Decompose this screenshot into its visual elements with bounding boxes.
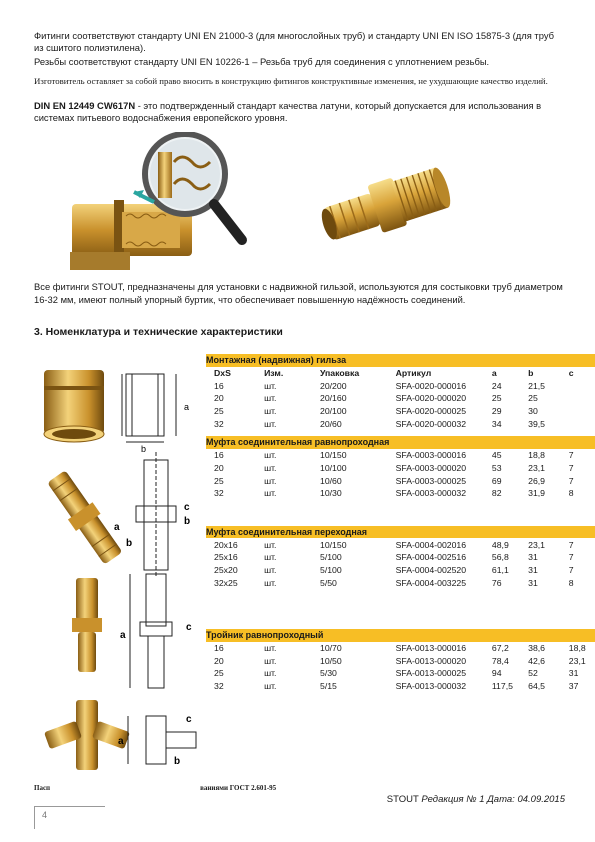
- table-cell: 20: [214, 393, 224, 404]
- col-dxs: DxS: [214, 368, 231, 379]
- table-cell: 76: [491, 577, 502, 588]
- coupling-rows: [206, 449, 595, 500]
- table-cell: 7: [568, 552, 574, 563]
- dim-b-coupling: b: [184, 516, 191, 527]
- table-cell: SFA-0013-000032: [395, 681, 467, 692]
- table-row: [206, 379, 595, 392]
- table-cell: 5/30: [319, 668, 337, 679]
- sleeve-drawing: [122, 374, 164, 442]
- table-cell: шт.: [264, 668, 277, 679]
- table-cell: 31: [528, 577, 538, 588]
- section-header-reducing: Муфта соединительная переходная: [206, 526, 595, 539]
- standards-text: Фитинги соответствуют стандарту UNI EN 21000-3 (для многослойных труб) и стандарту UNI EN ISO 15875-3 (для труб из сшитого полиэтилена).: [34, 30, 554, 54]
- table-cell: 23,1: [568, 655, 586, 666]
- table-cell: 52: [528, 668, 538, 679]
- table-cell: 42,6: [528, 655, 546, 666]
- table-cell: 64,5: [528, 681, 546, 692]
- table-cell: 16: [214, 450, 224, 461]
- table-row: [206, 538, 595, 551]
- table-cell: 20: [214, 462, 224, 473]
- table-row: [206, 462, 595, 475]
- page-number: 4: [42, 810, 48, 820]
- table-cell: 67,2: [491, 643, 509, 654]
- tee-photo: [44, 700, 130, 770]
- table-cell: SFA-0004-002016: [395, 539, 467, 550]
- table-row: [206, 551, 595, 564]
- table-cell: 69: [491, 475, 502, 486]
- dim-c-reducer: c: [186, 622, 192, 633]
- table-row: [206, 449, 595, 462]
- table-cell: 24: [491, 380, 502, 391]
- table-cell: 32: [214, 488, 224, 499]
- table-row: [206, 487, 595, 500]
- footer-edition-text: Редакция № 1 Дата: 04.09.2015: [418, 794, 565, 805]
- table-cell: 82: [491, 488, 502, 499]
- table-row: [206, 392, 595, 405]
- table-cell: 31,9: [528, 488, 546, 499]
- table-cell: 8: [568, 577, 574, 588]
- table-cell: 31: [568, 668, 579, 679]
- table-cell: SFA-0003-000032: [395, 488, 467, 499]
- thread-standard-text: Резьбы соответствуют стандарту UNI EN 10226-1 – Резьба труб для соединения с уплотнением резьбы.: [34, 56, 490, 67]
- dim-a-reducer: a: [120, 630, 126, 641]
- sleeve-photo: [44, 370, 104, 434]
- table-cell: шт.: [264, 450, 277, 461]
- table-cell: 53: [491, 462, 502, 473]
- table-cell: 48,9: [491, 539, 509, 550]
- table-cell: 25: [528, 393, 538, 404]
- table-cell: шт.: [264, 418, 277, 429]
- table-cell: SFA-0020-000020: [395, 393, 467, 404]
- table-cell: 94: [491, 668, 502, 679]
- table-cell: 39,5: [528, 418, 546, 429]
- table-row: [206, 667, 595, 680]
- section-header-sleeve: Монтажная (надвижная) гильза: [206, 354, 595, 367]
- table-cell: 18,8: [568, 643, 586, 654]
- table-cell: 32: [214, 681, 224, 692]
- table-cell: 16: [214, 380, 224, 391]
- table-cell: 18,8: [528, 450, 546, 461]
- table-cell: 7: [568, 450, 574, 461]
- table-cell: [563, 417, 595, 430]
- col-a: a: [491, 368, 497, 379]
- table-cell: SFA-0003-000025: [395, 475, 467, 486]
- table-cell: 117,5: [491, 681, 513, 692]
- coupling-drawing: [136, 452, 176, 578]
- din-standard-description: - это подтвержденный стандарт качества латуни, который допускается для использования в системах питьевого водоснабжения европейского уровня.: [34, 100, 542, 124]
- table-row: [206, 474, 595, 487]
- table-cell: SFA-0004-003225: [395, 577, 467, 588]
- section-title: 3. Номенклатура и технические характеристики: [34, 326, 283, 338]
- dim-b-coupling-2: b: [126, 538, 133, 549]
- table-cell: 20/200: [319, 380, 347, 391]
- table-cell: 25: [214, 406, 224, 417]
- table-cell: 10/30: [319, 488, 342, 499]
- table-cell: SFA-0013-000016: [395, 643, 467, 654]
- table-cell: 25x16: [214, 552, 238, 563]
- table-row: [206, 642, 595, 655]
- table-cell: 5/100: [319, 564, 342, 575]
- footer-left-end: ваниями ГОСТ 2.601-95: [200, 784, 277, 792]
- table-cell: шт.: [264, 475, 277, 486]
- table-cell: 21,5: [528, 380, 546, 391]
- table-cell: SFA-0003-000016: [395, 450, 467, 461]
- table-cell: 5/15: [319, 681, 337, 692]
- reducing-coupling-photo: [72, 578, 102, 672]
- fittings-description: Все фитинги STOUT, предназначены для установки с надвижной гильзой, используются для состыковки труб диаметром 16-32 мм, имеют полный упорный буртик, что обеспечивает повышенную надёжность соединений.: [34, 281, 563, 306]
- table-cell: 78,4: [491, 655, 509, 666]
- sleeve-rows: [206, 379, 595, 430]
- footer-left-start: Пасп: [34, 784, 51, 792]
- table-cell: 20/160: [319, 393, 347, 404]
- col-article: Артикул: [395, 368, 432, 379]
- table-row: [206, 417, 595, 430]
- table-cell: 31: [528, 564, 538, 575]
- dim-a-coupling: a: [114, 522, 120, 533]
- table-cell: 29: [491, 406, 502, 417]
- table-cell: [563, 379, 595, 392]
- table-cell: 20: [214, 655, 224, 666]
- table-cell: 32x25: [214, 577, 238, 588]
- table-row: [206, 564, 595, 577]
- table-cell: шт.: [264, 655, 277, 666]
- dim-c-coupling: c: [184, 502, 190, 513]
- table-cell: шт.: [264, 462, 277, 473]
- din-standard-label: DIN EN 12449 CW617N: [34, 100, 136, 111]
- table-cell: шт.: [264, 393, 277, 404]
- table-cell: шт.: [264, 488, 277, 499]
- section-header-coupling: Муфта соединительная равнопроходная: [206, 436, 595, 449]
- table-cell: 38,6: [528, 643, 546, 654]
- table-cell: SFA-0004-002520: [395, 564, 467, 575]
- table-cell: 45: [491, 450, 502, 461]
- col-unit: Изм.: [264, 368, 284, 379]
- dim-b-tee: b: [174, 756, 181, 767]
- table-cell: [563, 392, 595, 405]
- table-cell: 34: [491, 418, 502, 429]
- table-cell: 5/50: [319, 577, 337, 588]
- table-cell: шт.: [264, 643, 277, 654]
- reducing-rows: [206, 538, 595, 589]
- table-cell: SFA-0003-000020: [395, 462, 467, 473]
- table-cell: шт.: [264, 380, 277, 391]
- col-pack: Упаковка: [319, 368, 360, 379]
- table-cell: 23,1: [528, 539, 546, 550]
- table-cell: шт.: [264, 577, 277, 588]
- table-cell: шт.: [264, 406, 277, 417]
- dim-a-sleeve: a: [184, 402, 190, 412]
- table-cell: 32: [214, 418, 224, 429]
- table-cell: 10/150: [319, 539, 347, 550]
- table-cell: 10/70: [319, 643, 342, 654]
- table-cell: шт.: [264, 681, 277, 692]
- table-cell: 37: [568, 681, 579, 692]
- table-cell: шт.: [264, 552, 277, 563]
- table-cell: 25: [214, 475, 224, 486]
- table-cell: 61,1: [491, 564, 509, 575]
- table-cell: 30: [528, 406, 538, 417]
- col-b: b: [528, 368, 534, 379]
- reducing-coupling-drawing: [130, 574, 172, 688]
- table-cell: 10/100: [319, 462, 347, 473]
- col-c: c: [568, 368, 574, 379]
- table-cell: 23,1: [528, 462, 546, 473]
- coupling-photo: [44, 468, 126, 567]
- table-cell: 16: [214, 643, 224, 654]
- table-cell: 25: [491, 393, 502, 404]
- table-cell: 25: [214, 668, 224, 679]
- table-cell: 25x20: [214, 564, 238, 575]
- table-cell: шт.: [264, 539, 277, 550]
- table-cell: SFA-0020-000025: [395, 406, 467, 417]
- table-row: [206, 680, 595, 693]
- footer-brand: STOUT: [386, 794, 419, 805]
- dim-a-tee: a: [118, 736, 124, 747]
- table-cell: 7: [568, 475, 574, 486]
- table-row: [206, 576, 595, 589]
- table-cell: 31: [528, 552, 538, 563]
- table-cell: 7: [568, 564, 574, 575]
- table-cell: 7: [568, 539, 574, 550]
- manufacturer-note: Изготовитель оставляет за собой право вносить в конструкцию фитингов конструктивные изменения, не ухудшающие качество изделий.: [34, 76, 548, 86]
- column-header-row: [206, 367, 595, 380]
- table-cell: [563, 405, 595, 418]
- din-standard-text: [34, 100, 564, 124]
- table-cell: шт.: [264, 564, 277, 575]
- table-cell: 20x16: [214, 539, 238, 550]
- footer-edition: [387, 794, 565, 805]
- table-cell: SFA-0013-000020: [395, 655, 467, 666]
- table-cell: SFA-0020-000016: [395, 380, 467, 391]
- table-cell: SFA-0004-002516: [395, 552, 467, 563]
- table-cell: 20/60: [319, 418, 342, 429]
- product-drawings: [36, 360, 206, 770]
- table-cell: 5/100: [319, 552, 342, 563]
- table-cell: 20/100: [319, 406, 347, 417]
- specification-table: [206, 354, 595, 692]
- table-cell: 8: [568, 488, 574, 499]
- dim-c-tee: c: [186, 714, 192, 725]
- threaded-fitting-photo: [318, 152, 458, 256]
- table-cell: 10/150: [319, 450, 347, 461]
- table-cell: 56,8: [491, 552, 509, 563]
- footer-left: [34, 784, 276, 792]
- table-cell: 7: [568, 462, 574, 473]
- magnifier-illustration: [70, 132, 260, 272]
- table-cell: SFA-0020-000032: [395, 418, 467, 429]
- table-cell: 26,9: [528, 475, 546, 486]
- table-cell: 10/50: [319, 655, 342, 666]
- tee-rows: [206, 642, 595, 693]
- table-cell: SFA-0013-000025: [395, 668, 467, 679]
- dim-b-sleeve: b: [141, 444, 147, 454]
- table-cell: 10/60: [319, 475, 342, 486]
- table-row: [206, 405, 595, 418]
- section-header-tee: Тройник равнопроходный: [206, 629, 595, 642]
- table-row: [206, 654, 595, 667]
